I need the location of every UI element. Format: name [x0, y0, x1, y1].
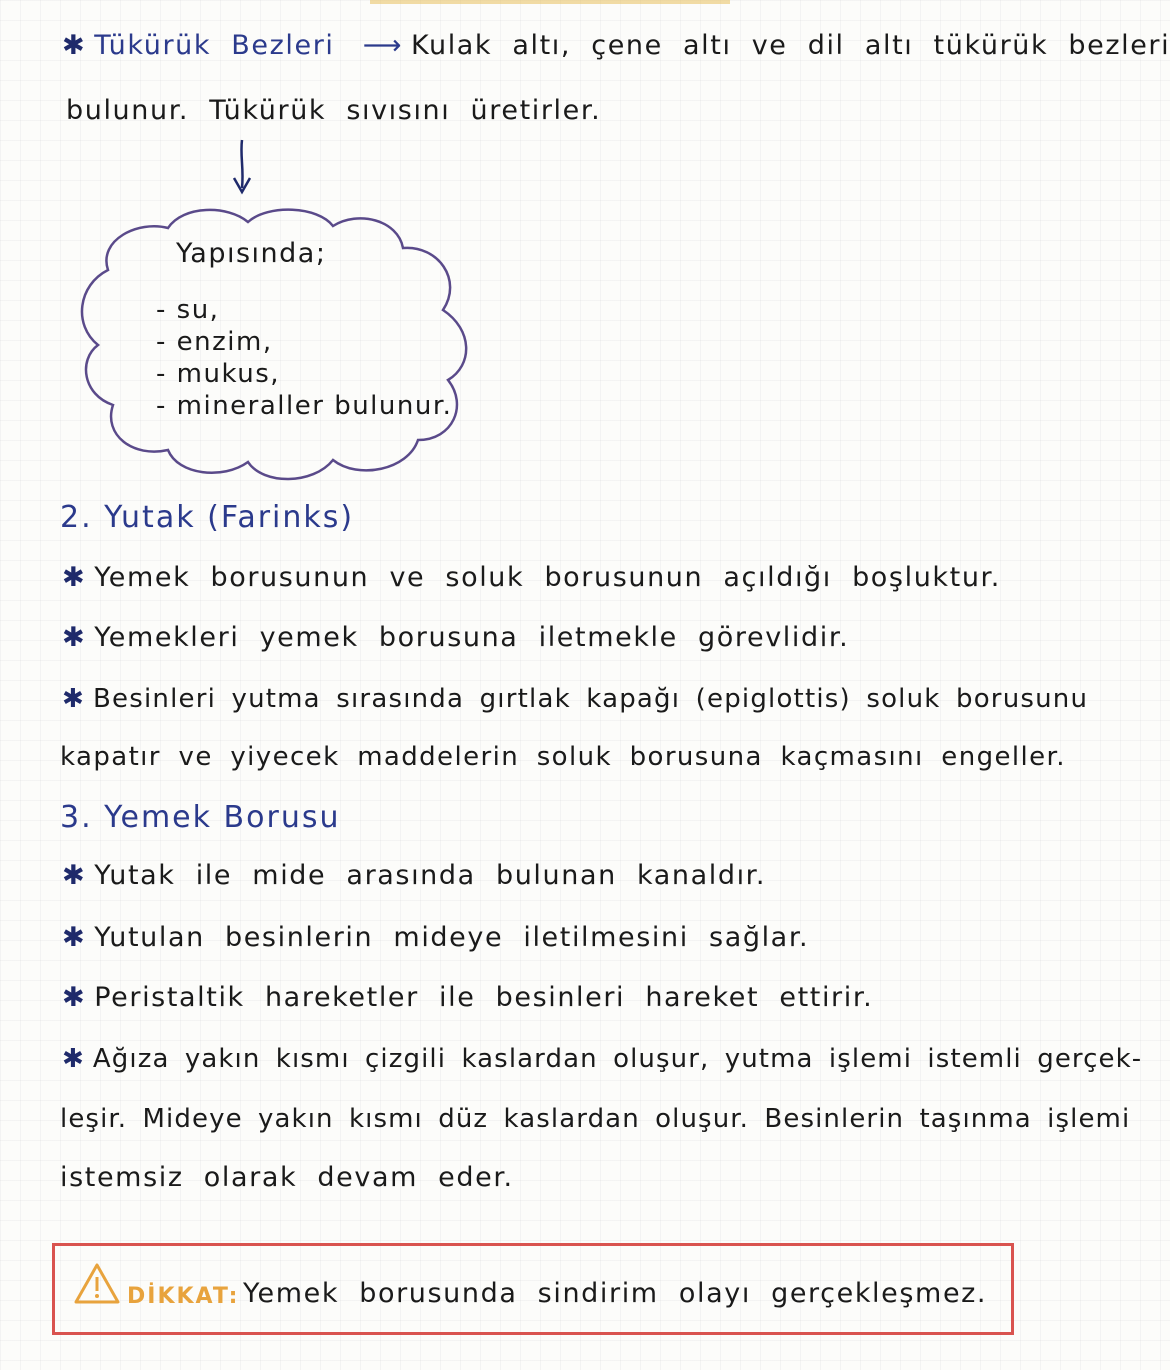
pharynx-bullet-1	[62, 562, 1001, 593]
salivary-glands-title: Tükürük Bezleri	[94, 30, 335, 61]
warning-triangle-icon	[73, 1262, 121, 1306]
esophagus-bullet-3	[62, 982, 873, 1013]
top-accent-bar	[370, 0, 730, 4]
bullet-star-icon: ✱	[62, 922, 87, 953]
salivary-glands-line2: bulunur. Tükürük sıvısını üretirler.	[66, 95, 602, 126]
pharynx-bullet-2-text: Yemekleri yemek borusuna iletmekle görevlidir.	[94, 622, 850, 653]
bullet-star-icon: ✱	[62, 1044, 85, 1074]
bullet-star-icon: ✱	[62, 982, 87, 1013]
bullet-star-icon: ✱	[62, 684, 85, 714]
esophagus-bullet-2	[62, 922, 809, 953]
bullet-star-icon: ✱	[62, 622, 87, 653]
esophagus-bullet-4	[62, 1044, 1142, 1074]
cloud-item: - mukus,	[156, 359, 280, 389]
cloud-item: - su,	[156, 295, 220, 325]
salivary-glands-text1: Kulak altı, çene altı ve dil altı tükürük bezleri	[411, 30, 1170, 61]
pharynx-bullet-2	[62, 622, 849, 653]
esophagus-bullet-1-text: Yutak ile mide arasında bulunan kanaldır.	[94, 860, 767, 891]
pharynx-bullet-1-text: Yemek borusunun ve soluk borusunun açıldığı boşluktur.	[94, 562, 1001, 593]
pharynx-bullet-3-cont: kapatır ve yiyecek maddelerin soluk borusuna kaçmasını engeller.	[60, 742, 1066, 772]
esophagus-bullet-4-text: Ağıza yakın kısmı çizgili kaslardan oluşur, yutma işlemi istemli gerçek-	[92, 1044, 1143, 1074]
pharynx-bullet-3-text: Besinleri yutma sırasında gırtlak kapağı (epiglottis) soluk borusunu	[93, 684, 1089, 714]
pharynx-bullet-3	[62, 684, 1088, 714]
right-arrow-icon: ⟶	[362, 30, 404, 61]
cloud-title: Yapısında;	[176, 238, 327, 269]
cloud-item: - mineraller bulunur.	[156, 391, 453, 421]
composition-cloud	[68, 200, 488, 485]
warning-text: Yemek borusunda sindirim olayı gerçekleşmez.	[243, 1278, 988, 1309]
esophagus-heading: 3. Yemek Borusu	[60, 800, 341, 835]
bullet-star-icon: ✱	[62, 562, 87, 593]
esophagus-bullet-2-text: Yutulan besinlerin mideye iletilmesini sağlar.	[94, 922, 810, 953]
warning-label: DİKKAT:	[127, 1284, 240, 1309]
esophagus-bullet-4-cont2: istemsiz olarak devam eder.	[60, 1162, 514, 1193]
esophagus-bullet-1	[62, 860, 766, 891]
bullet-star-icon: ✱	[62, 30, 87, 61]
pharynx-heading: 2. Yutak (Farinks)	[60, 500, 355, 535]
esophagus-bullet-3-text: Peristaltik hareketler ile besinleri hareket ettirir.	[94, 982, 874, 1013]
down-arrow-icon	[228, 138, 258, 198]
cloud-item: - enzim,	[156, 327, 273, 357]
esophagus-bullet-4-cont1: leşir. Mideye yakın kısmı düz kaslardan oluşur. Besinlerin taşınma işlemi	[60, 1104, 1131, 1134]
salivary-glands-line1	[62, 30, 1170, 61]
bullet-star-icon: ✱	[62, 860, 87, 891]
warning-box	[52, 1243, 1014, 1335]
